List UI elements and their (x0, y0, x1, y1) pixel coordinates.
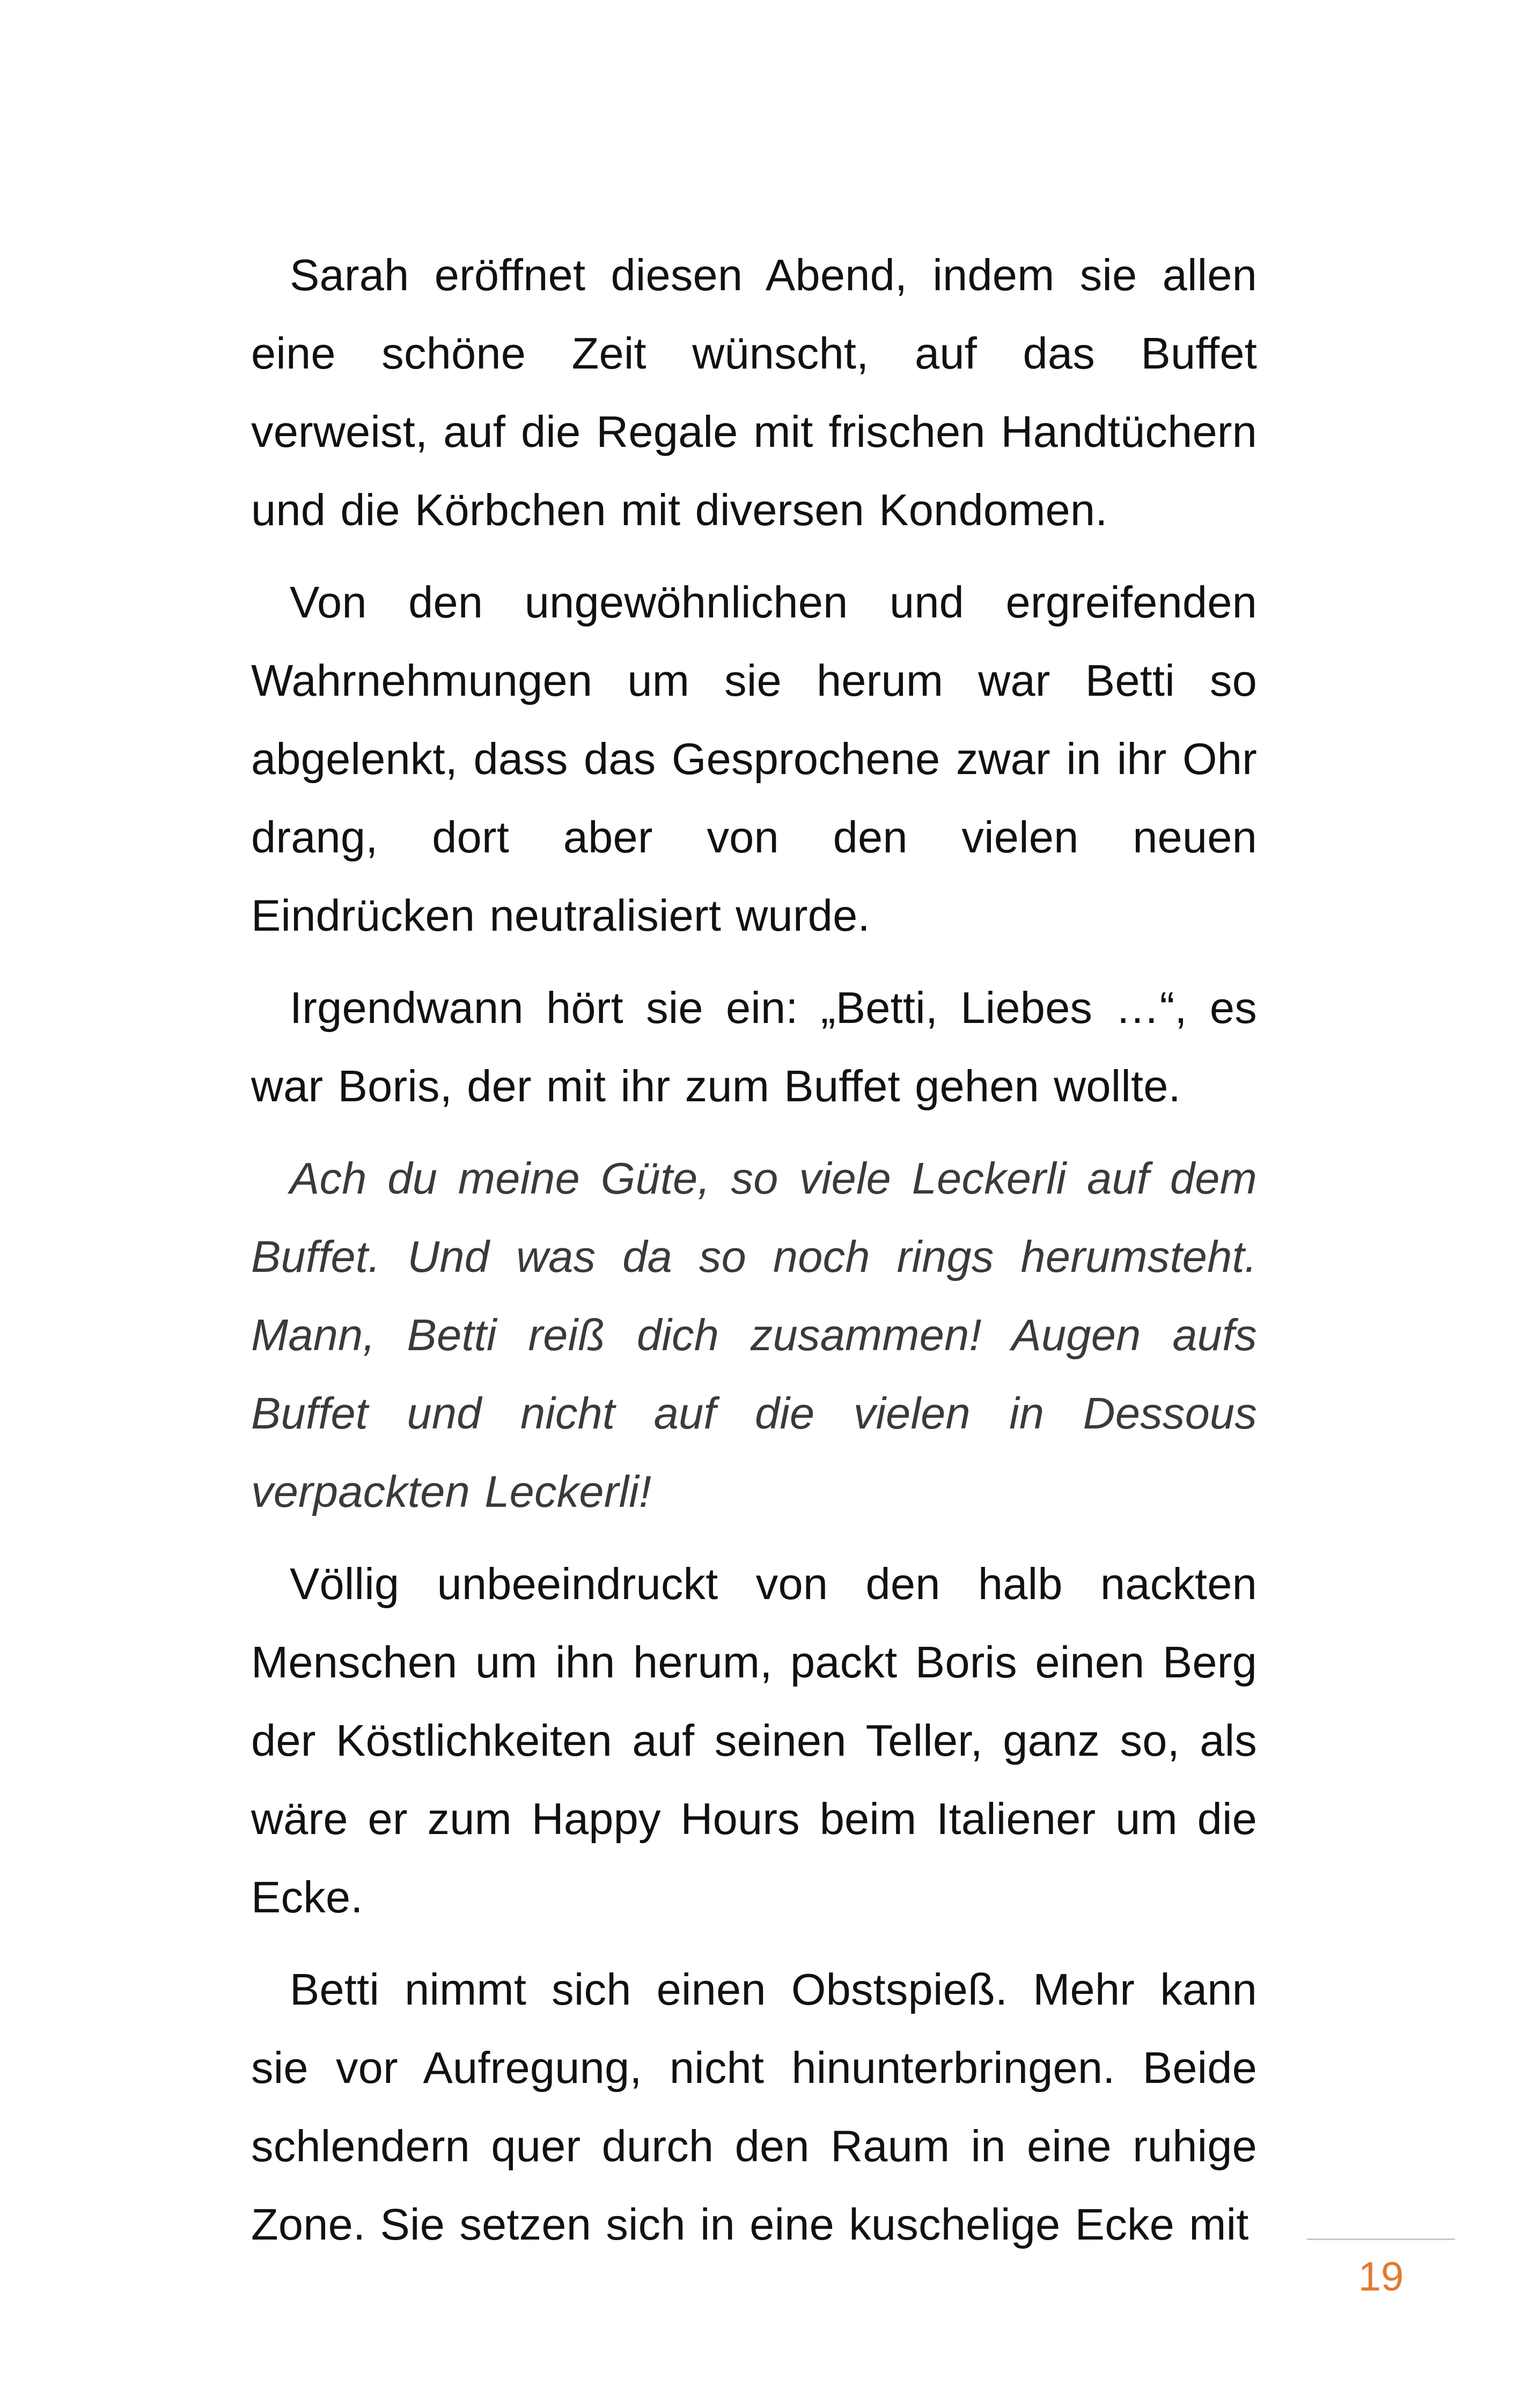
paragraph-1: Sarah eröffnet diesen Abend, indem sie allen eine schöne Zeit wünscht, auf das Buffet verweist, auf die Regale mit frischen Handtüchern und die Körbchen mit diversen Kondomen. (251, 250, 1257, 535)
page-body (251, 236, 1257, 2278)
paragraph-6: Betti nimmt sich einen Obstspieß. Mehr kann sie vor Aufregung, nicht hinunterbringen. Beide schlendern quer durch den Raum in eine ruhige Zone. Sie setzen sich in eine kuschelige Ecke mit (251, 1964, 1257, 2249)
paragraph-2: Von den ungewöhnlichen und ergreifenden Wahrnehmungen um sie herum war Betti so abgelenkt, dass das Gesprochene zwar in ihr Ohr drang, dort aber von den vielen neuen Eindrücken neutralisiert wurde. (251, 577, 1257, 940)
paragraph-3: Irgendwann hört sie ein: „Betti, Liebes …“, es war Boris, der mit ihr zum Buffet gehen wollte. (251, 983, 1257, 1111)
paragraph-5: Völlig unbeeindruckt von den halb nackten Menschen um ihn herum, packt Boris einen Berg der Köstlichkeiten auf seinen Teller, ganz so, als wäre er zum Happy Hours beim Italiener um die Ecke. (251, 1559, 1257, 1922)
page-number: 19 (1358, 2254, 1404, 2300)
paragraph-4-inner-monologue: Ach du meine Güte, so viele Leckerli auf dem Buffet. Und was da so noch rings herumsteht. Mann, Betti reiß dich zusammen! Augen aufs Buffet und nicht auf die vielen in Dessous verpackten Leckerli! (251, 1153, 1257, 1516)
footer-divider (1307, 2238, 1455, 2240)
